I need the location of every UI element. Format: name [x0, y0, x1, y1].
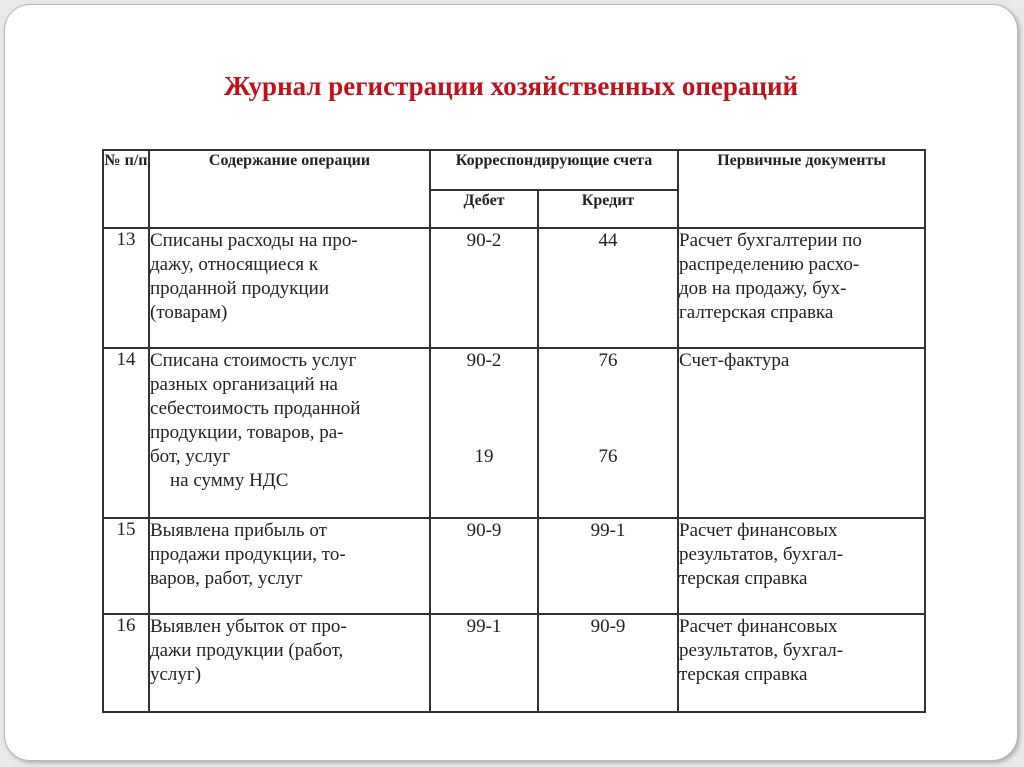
doc-line: Расчет бухгалтерии по [679, 230, 862, 251]
row-debit: 90-9 [430, 518, 538, 614]
desc-line: варов, работ, услуг [150, 568, 303, 589]
row-debit: 90-2 [430, 228, 538, 348]
doc-line: Расчет финансовых [679, 520, 838, 541]
row-num: 14 [103, 348, 149, 518]
row-docs [678, 228, 925, 348]
doc-line: терская справка [679, 568, 808, 589]
desc-line: проданной продукции [150, 278, 329, 299]
table-row [103, 614, 925, 712]
header-debit: Дебет [430, 190, 538, 228]
journal-table [102, 149, 926, 713]
row-desc [149, 348, 430, 518]
row-debit [430, 348, 538, 518]
doc-line: Расчет финансовых [679, 616, 838, 637]
credit-value: 76 [598, 350, 618, 371]
row-desc [149, 518, 430, 614]
desc-line: Списана стоимость услуг [150, 350, 357, 371]
doc-line: дов на продажу, бух- [679, 278, 847, 299]
desc-line: продукции, товаров, ра- [150, 422, 344, 443]
desc-line: разных организаций на [150, 374, 338, 395]
doc-line: галтерская справка [679, 302, 834, 323]
table-header-row [103, 150, 925, 190]
row-docs [678, 348, 925, 518]
credit-vat-value: 76 [598, 446, 618, 467]
row-num: 15 [103, 518, 149, 614]
doc-line: результатов, бухгал- [679, 640, 844, 661]
row-desc [149, 228, 430, 348]
row-credit [538, 348, 678, 518]
debit-value: 90-2 [466, 350, 502, 371]
desc-line: услуг) [150, 664, 202, 685]
page-title: Журнал регистрации хозяйственных операций [223, 71, 799, 101]
row-num: 16 [103, 614, 149, 712]
header-docs: Первичные документы [678, 150, 925, 228]
desc-line: бот, услуг [150, 446, 230, 467]
doc-line: терская справка [679, 664, 808, 685]
desc-line: Выявлен убыток от про- [150, 616, 347, 637]
table-row [103, 228, 925, 348]
header-accounts: Корреспондирующие счета [430, 150, 678, 190]
header-credit: Кредит [538, 190, 678, 228]
desc-line: (товарам) [150, 302, 228, 323]
doc-line: Счет-фактура [679, 350, 790, 371]
row-credit: 90-9 [538, 614, 678, 712]
row-docs [678, 518, 925, 614]
row-credit: 99-1 [538, 518, 678, 614]
header-num: № п/п [103, 150, 149, 228]
row-desc [149, 614, 430, 712]
slide [4, 4, 1018, 761]
desc-line: дажу, относящиеся к [150, 254, 319, 275]
desc-line: Выявлена прибыль от [150, 520, 327, 541]
row-debit: 99-1 [430, 614, 538, 712]
table-row [103, 348, 925, 518]
doc-line: результатов, бухгал- [679, 544, 844, 565]
desc-line: продажи продукции, то- [150, 544, 346, 565]
desc-line: себестоимость проданной [150, 398, 361, 419]
row-num: 13 [103, 228, 149, 348]
header-content: Содержание операции [149, 150, 430, 228]
row-docs [678, 614, 925, 712]
row-credit: 44 [538, 228, 678, 348]
desc-line: дажи продукции (работ, [150, 640, 344, 661]
desc-line: Списаны расходы на про- [150, 230, 358, 251]
doc-line: распределению расхо- [679, 254, 860, 275]
desc-line-vat: на сумму НДС [170, 470, 289, 491]
debit-vat-value: 19 [474, 446, 494, 467]
table-row [103, 518, 925, 614]
